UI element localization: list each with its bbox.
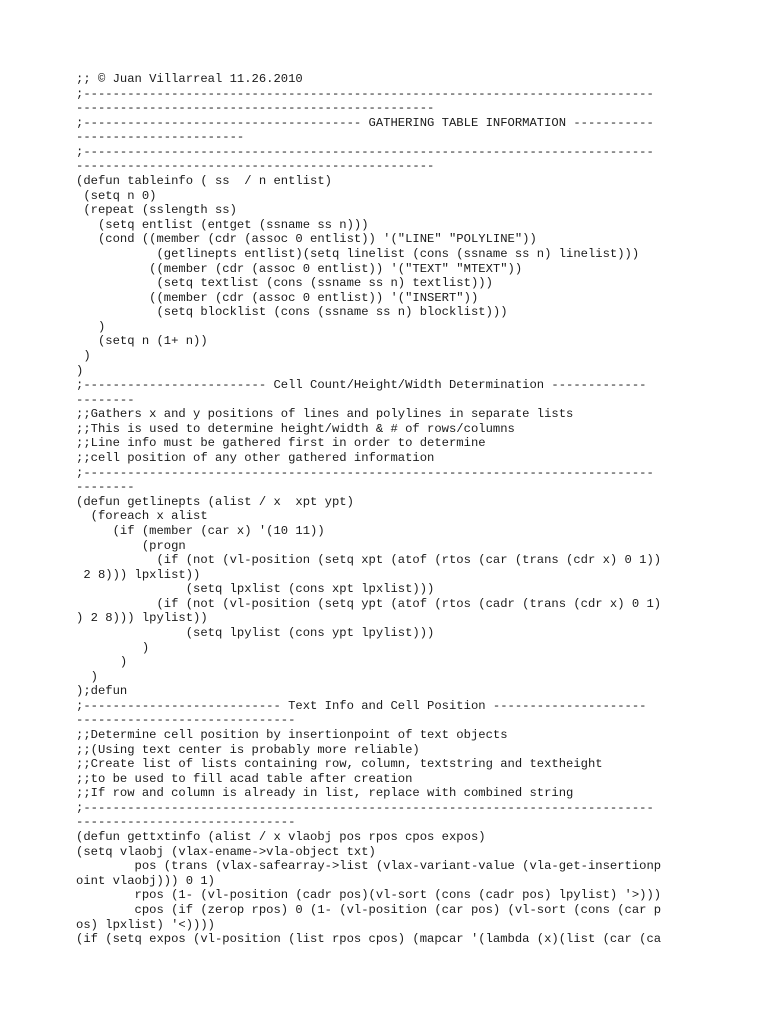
- code-line: ;;Line info must be gathered first in order to determine: [76, 436, 486, 451]
- code-line: --------: [76, 480, 135, 495]
- code-line: oint vlaobj))) 0 1): [76, 873, 215, 888]
- code-line: (setq lpylist (cons ypt lpylist))): [76, 625, 435, 640]
- code-line: ): [76, 363, 84, 378]
- code-line: ;------------------------------------------------------------------------------: [76, 800, 654, 815]
- code-line: (defun gettxtinfo (alist / x vlaobj pos rpos cpos expos): [76, 830, 486, 845]
- code-line: ) 2 8))) lpylist)): [76, 611, 208, 626]
- code-line: -------------------------------------------------: [76, 101, 435, 116]
- code-line: (setq blocklist (cons (ssname ss n) blocklist))): [76, 305, 508, 320]
- code-line: (setq vlaobj (vlax-ename->vla-object txt): [76, 844, 376, 859]
- code-line: ): [76, 348, 91, 363]
- code-line: ): [76, 655, 128, 670]
- code-line: cpos (if (zerop rpos) 0 (1- (vl-position (car pos) (vl-sort (cons (car p: [76, 902, 662, 917]
- code-line: );defun: [76, 684, 128, 699]
- code-line: ;;Determine cell position by insertionpoint of text objects: [76, 728, 508, 743]
- code-line: (setq lpxlist (cons xpt lpxlist))): [76, 582, 435, 597]
- code-line: 2 8))) lpxlist)): [76, 567, 201, 582]
- code-line: (if (setq expos (vl-position (list rpos cpos) (mapcar '(lambda (x)(list (car (ca: [76, 932, 662, 947]
- code-line: ;------------------------------------------------------------------------------: [76, 86, 654, 101]
- code-line: pos (trans (vlax-safearray->list (vlax-variant-value (vla-get-insertionp: [76, 859, 662, 874]
- code-line: ;--------------------------- Text Info and Cell Position ---------------------: [76, 698, 647, 713]
- code-line: (repeat (sslength ss): [76, 203, 237, 218]
- code-line: ;;Create list of lists containing row, column, textstring and textheight: [76, 757, 603, 772]
- code-line: ;------------------------------------------------------------------------------: [76, 144, 654, 159]
- code-line: ;;cell position of any other gathered information: [76, 451, 435, 466]
- code-line: os) lpxlist) '<)))): [76, 917, 215, 932]
- code-line: ((member (cdr (assoc 0 entlist)) '("INSERT")): [76, 290, 479, 305]
- code-line: (if (not (vl-position (setq xpt (atof (rtos (car (trans (cdr x) 0 1)): [76, 553, 662, 568]
- code-line: (foreach x alist: [76, 509, 208, 524]
- code-line: rpos (1- (vl-position (cadr pos)(vl-sort (cons (cadr pos) lpylist) '>))): [76, 888, 662, 903]
- code-line: ------------------------------: [76, 713, 296, 728]
- code-line: (setq textlist (cons (ssname ss n) textlist))): [76, 276, 493, 291]
- code-line: (setq entlist (entget (ssname ss n))): [76, 217, 369, 232]
- code-line: ;-------------------------------------- GATHERING TABLE INFORMATION -----------: [76, 115, 654, 130]
- code-line: (if (member (car x) '(10 11)): [76, 523, 325, 538]
- code-line: (defun tableinfo ( ss / n entlist): [76, 174, 332, 189]
- code-line: ;------------------------- Cell Count/Height/Width Determination -------------: [76, 378, 647, 393]
- code-line: ;------------------------------------------------------------------------------: [76, 465, 654, 480]
- code-line: ): [76, 640, 150, 655]
- code-line: ): [76, 669, 98, 684]
- code-line: ;; © Juan Villarreal 11.26.2010: [76, 72, 303, 86]
- code-line: ((member (cdr (assoc 0 entlist)) '("TEXT" "MTEXT")): [76, 261, 523, 276]
- code-line: ;;to be used to fill acad table after creation: [76, 771, 413, 786]
- code-document: [76, 72, 696, 947]
- code-line: ;;Gathers x and y positions of lines and polylines in separate lists: [76, 407, 574, 422]
- code-line: (cond ((member (cdr (assoc 0 entlist)) '("LINE" "POLYLINE")): [76, 232, 537, 247]
- code-line: -------------------------------------------------: [76, 159, 435, 174]
- code-line: (if (not (vl-position (setq ypt (atof (rtos (cadr (trans (cdr x) 0 1): [76, 596, 662, 611]
- code-line: -----------------------: [76, 130, 245, 145]
- code-line: (getlinepts entlist)(setq linelist (cons (ssname ss n) linelist))): [76, 246, 640, 261]
- code-line: (progn: [76, 538, 186, 553]
- code-line: (defun getlinepts (alist / x xpt ypt): [76, 494, 354, 509]
- code-line: (setq n 0): [76, 188, 157, 203]
- code-line: ;;(Using text center is probably more reliable): [76, 742, 420, 757]
- code-line: ;;If row and column is already in list, replace with combined string: [76, 786, 574, 801]
- code-line: --------: [76, 392, 135, 407]
- code-line: ): [76, 319, 106, 334]
- code-line: ;;This is used to determine height/width & # of rows/columns: [76, 421, 515, 436]
- code-line: (setq n (1+ n)): [76, 334, 208, 349]
- code-line: ------------------------------: [76, 815, 296, 830]
